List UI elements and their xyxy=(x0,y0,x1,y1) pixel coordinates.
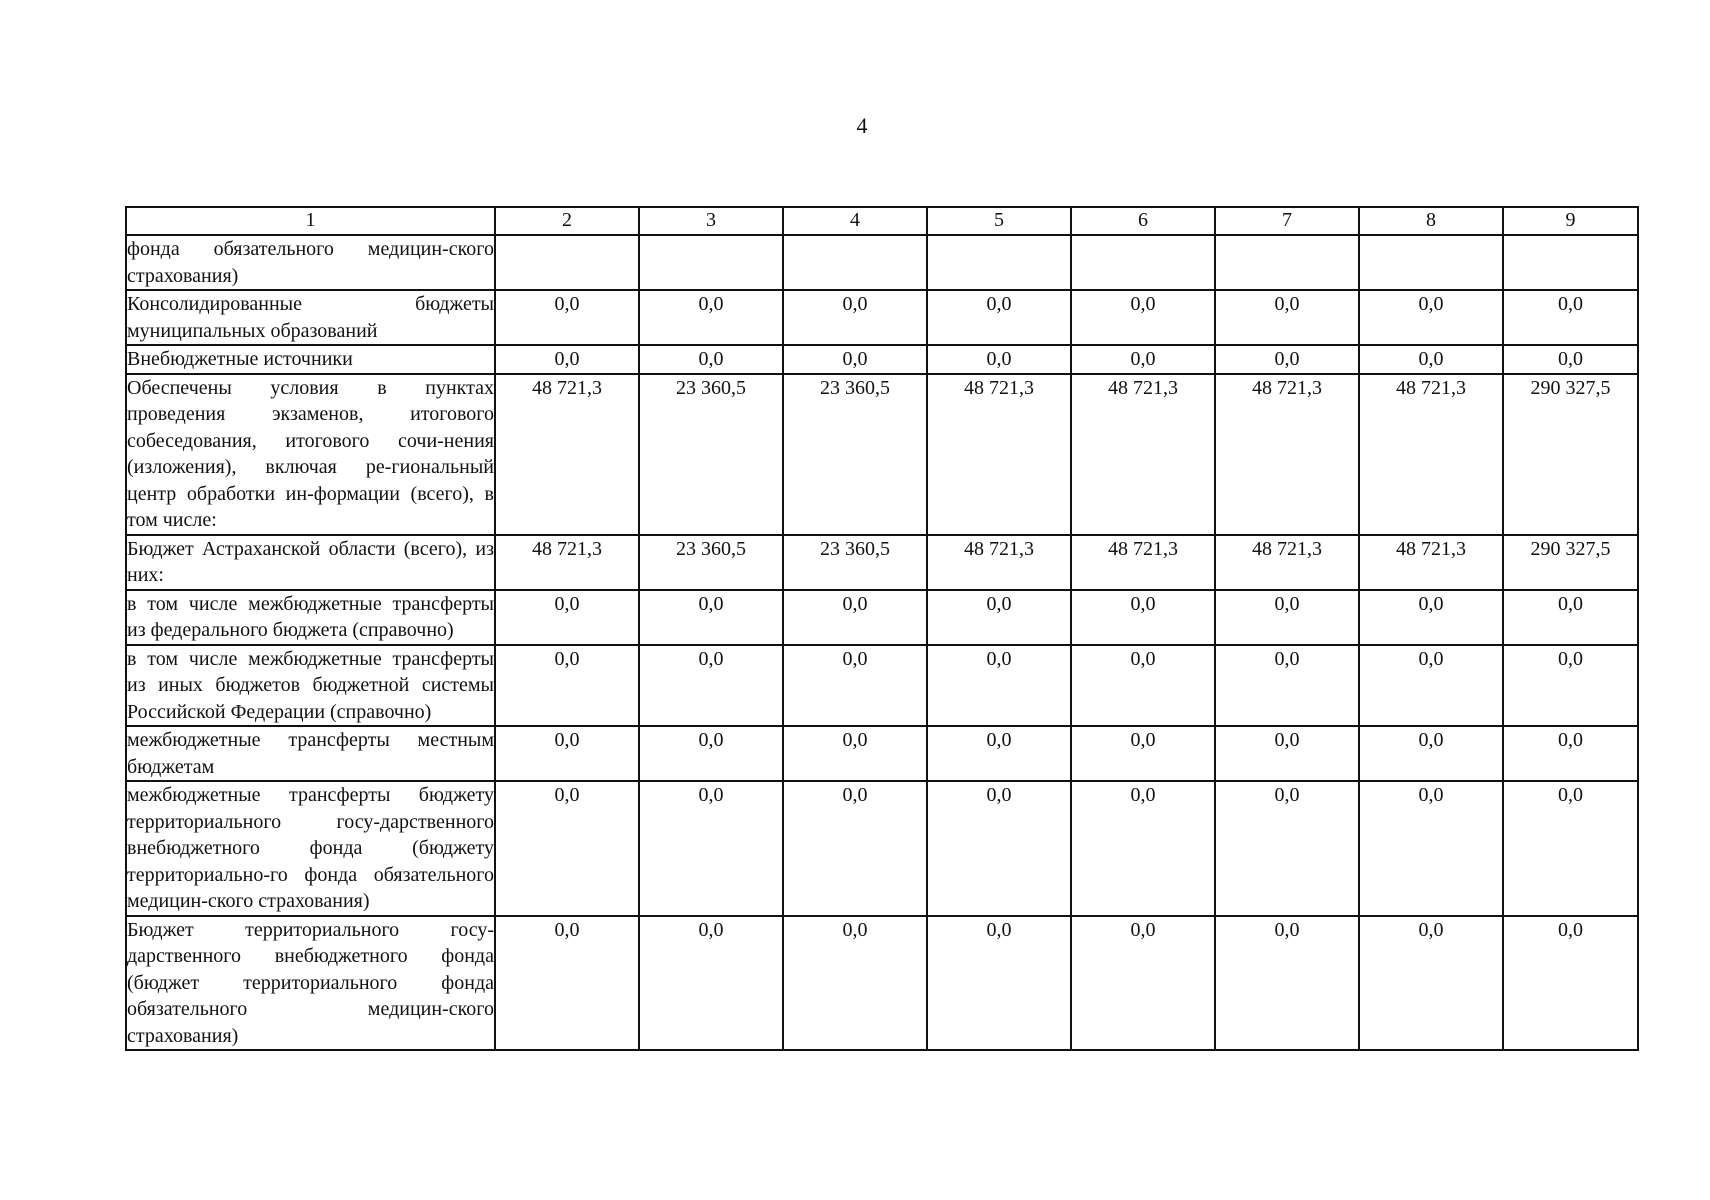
table-cell: 0,0 xyxy=(1359,781,1503,916)
table-cell: 0,0 xyxy=(1215,290,1359,345)
page-number: 4 xyxy=(856,113,868,138)
table-cell: 0,0 xyxy=(1503,726,1638,781)
table-row xyxy=(126,916,1638,1051)
table-cell: 23 360,5 xyxy=(783,374,927,535)
table-cell: 0,0 xyxy=(783,916,927,1051)
table-row xyxy=(126,590,1638,645)
column-header-2: 2 xyxy=(495,207,639,235)
table-cell: 0,0 xyxy=(1359,590,1503,645)
table-cell: 0,0 xyxy=(1071,290,1215,345)
row-label: Бюджет Астраханской области (всего), из них: xyxy=(126,535,495,590)
table-cell: 0,0 xyxy=(1215,590,1359,645)
column-header-8: 8 xyxy=(1359,207,1503,235)
table-row xyxy=(126,345,1638,374)
table-cell: 0,0 xyxy=(639,916,783,1051)
budget-table xyxy=(125,206,1639,1051)
column-header-6: 6 xyxy=(1071,207,1215,235)
table-cell xyxy=(1503,235,1638,290)
table-cell: 0,0 xyxy=(1071,726,1215,781)
table-cell: 0,0 xyxy=(495,781,639,916)
table-cell: 0,0 xyxy=(495,726,639,781)
table-cell: 0,0 xyxy=(639,345,783,374)
table-cell: 0,0 xyxy=(1071,590,1215,645)
table-cell: 0,0 xyxy=(927,916,1071,1051)
table-cell: 48 721,3 xyxy=(1359,535,1503,590)
table-cell: 48 721,3 xyxy=(927,535,1071,590)
table-cell: 0,0 xyxy=(1071,781,1215,916)
column-header-1: 1 xyxy=(126,207,495,235)
column-header-5: 5 xyxy=(927,207,1071,235)
table-cell: 0,0 xyxy=(495,590,639,645)
table-cell: 0,0 xyxy=(1359,916,1503,1051)
table-cell: 0,0 xyxy=(783,645,927,727)
table-row xyxy=(126,726,1638,781)
row-label: в том числе межбюджетные трансферты из федерального бюджета (справочно) xyxy=(126,590,495,645)
table-cell: 0,0 xyxy=(495,645,639,727)
table-cell: 0,0 xyxy=(927,645,1071,727)
table-cell: 0,0 xyxy=(1503,590,1638,645)
table-row xyxy=(126,781,1638,916)
table-row xyxy=(126,290,1638,345)
table-row xyxy=(126,374,1638,535)
table-cell: 0,0 xyxy=(1503,345,1638,374)
table-cell: 0,0 xyxy=(1215,916,1359,1051)
table-cell xyxy=(495,235,639,290)
table-body xyxy=(126,235,1638,1050)
table-cell: 0,0 xyxy=(1215,781,1359,916)
table-cell: 0,0 xyxy=(927,345,1071,374)
table-cell: 48 721,3 xyxy=(1359,374,1503,535)
table-cell: 48 721,3 xyxy=(495,374,639,535)
row-label: межбюджетные трансферты бюджету территориального госу-дарственного внебюджетного фонда (бюджету территориально-го фонда обязательного медицин-ского страхования) xyxy=(126,781,495,916)
table-cell: 48 721,3 xyxy=(1071,374,1215,535)
header-row xyxy=(126,207,1638,235)
table-cell: 0,0 xyxy=(1359,645,1503,727)
row-label: фонда обязательного медицин-ского страхования) xyxy=(126,235,495,290)
table-header xyxy=(126,207,1638,235)
table-row xyxy=(126,535,1638,590)
table-cell: 0,0 xyxy=(495,345,639,374)
row-label: Бюджет территориального госу-дарственного внебюджетного фонда (бюджет территориального фонда обязательного медицин-ского страхования) xyxy=(126,916,495,1051)
column-header-4: 4 xyxy=(783,207,927,235)
table-cell: 0,0 xyxy=(639,290,783,345)
table-cell: 23 360,5 xyxy=(783,535,927,590)
row-label: Консолидированные бюджеты муниципальных образований xyxy=(126,290,495,345)
table-cell: 48 721,3 xyxy=(1215,535,1359,590)
table-cell xyxy=(1215,235,1359,290)
table-cell: 0,0 xyxy=(1359,726,1503,781)
table-cell: 0,0 xyxy=(1359,290,1503,345)
table-cell: 48 721,3 xyxy=(1215,374,1359,535)
table-cell: 0,0 xyxy=(1503,781,1638,916)
table-cell: 0,0 xyxy=(495,916,639,1051)
table-cell: 0,0 xyxy=(495,290,639,345)
table-cell: 0,0 xyxy=(1503,916,1638,1051)
table-cell: 0,0 xyxy=(1503,645,1638,727)
row-label: межбюджетные трансферты местным бюджетам xyxy=(126,726,495,781)
table-cell: 0,0 xyxy=(639,781,783,916)
table-cell: 0,0 xyxy=(927,590,1071,645)
table-cell xyxy=(1071,235,1215,290)
table-cell: 0,0 xyxy=(927,726,1071,781)
table-cell: 48 721,3 xyxy=(927,374,1071,535)
table-cell xyxy=(783,235,927,290)
table-row xyxy=(126,235,1638,290)
row-label: Внебюджетные источники xyxy=(126,345,495,374)
table-cell: 0,0 xyxy=(783,726,927,781)
column-header-3: 3 xyxy=(639,207,783,235)
table-cell: 0,0 xyxy=(1215,645,1359,727)
table-cell xyxy=(927,235,1071,290)
table-cell: 0,0 xyxy=(1071,345,1215,374)
table-cell: 0,0 xyxy=(1071,916,1215,1051)
table-cell: 0,0 xyxy=(1215,345,1359,374)
table-cell: 0,0 xyxy=(639,645,783,727)
table-cell: 0,0 xyxy=(927,781,1071,916)
table-cell: 48 721,3 xyxy=(1071,535,1215,590)
table-cell xyxy=(639,235,783,290)
table-cell: 23 360,5 xyxy=(639,374,783,535)
table-cell: 48 721,3 xyxy=(495,535,639,590)
column-header-9: 9 xyxy=(1503,207,1638,235)
table-cell: 0,0 xyxy=(783,590,927,645)
table-cell: 0,0 xyxy=(639,590,783,645)
row-label: Обеспечены условия в пунктах проведения экзаменов, итогового собеседования, итогового сочи-нения (изложения), включая ре-гиональный центр обработки ин-формации (всего), в том числе: xyxy=(126,374,495,535)
table-cell xyxy=(1359,235,1503,290)
table-cell: 290 327,5 xyxy=(1503,374,1638,535)
table-cell: 0,0 xyxy=(927,290,1071,345)
table-cell: 0,0 xyxy=(1503,290,1638,345)
row-label: в том числе межбюджетные трансферты из иных бюджетов бюджетной системы Российской Федерации (справочно) xyxy=(126,645,495,727)
table-cell: 0,0 xyxy=(783,345,927,374)
table-cell: 0,0 xyxy=(783,290,927,345)
table-cell: 0,0 xyxy=(1215,726,1359,781)
table-cell: 290 327,5 xyxy=(1503,535,1638,590)
table-cell: 0,0 xyxy=(783,781,927,916)
table-cell: 23 360,5 xyxy=(639,535,783,590)
table-cell: 0,0 xyxy=(639,726,783,781)
table-row xyxy=(126,645,1638,727)
table-cell: 0,0 xyxy=(1071,645,1215,727)
column-header-7: 7 xyxy=(1215,207,1359,235)
table-cell: 0,0 xyxy=(1359,345,1503,374)
